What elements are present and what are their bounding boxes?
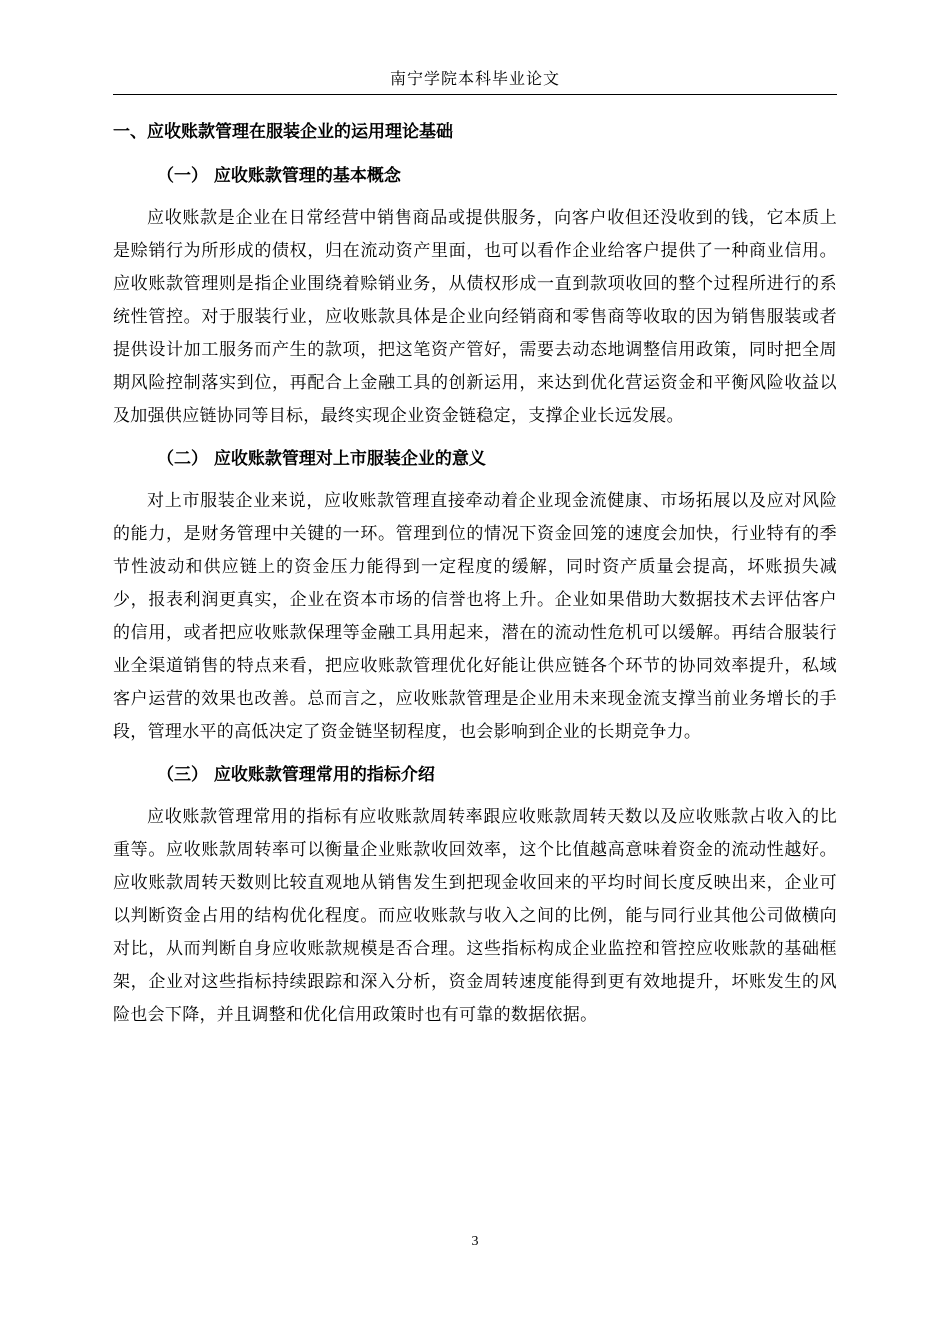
paragraph-1: 应收账款是企业在日常经营中销售商品或提供服务，向客户收但还没收到的钱，它本质上是赊销行为所形成的债权，归在流动资产里面，也可以看作企业给客户提供了一种商业信用。应收账款管理则是指企业围绕着赊销业务，从债权形成一直到款项收回的整个过程所进行的系统性管控。对于服装行业，应收账款具体是企业向经销商和零售商等收取的因为销售服装或者提供设计加工服务而产生的款项，把这笔资产管好，需要去动态地调整信用政策，同时把全周期风险控制落实到位，再配合上金融工具的创新运用，来达到优化营运资金和平衡风险收益以及加强供应链协同等目标，最终实现企业资金链稳定，支撑企业长远发展。 [113, 208, 837, 426]
paragraph-2: 对上市服装企业来说，应收账款管理直接牵动着企业现金流健康、市场拓展以及应对风险的能力，是财务管理中关键的一环。管理到位的情况下资金回笼的速度会加快，行业特有的季节性波动和供应链上的资金压力能得到一定程度的缓解，同时资产质量会提高，坏账损失减少，报表利润更真实，企业在资本市场的信誉也将上升。企业如果借助大数据技术去评估客户的信用，或者把应收账款保理等金融工具用起来，潜在的流动性危机可以缓解。再结合服装行业全渠道销售的特点来看，把应收账款管理优化好能让供应链各个环节的协同效率提升，私域客户运营的效果也改善。总而言之，应收账款管理是企业用未来现金流支撑当前业务增长的手段，管理水平的高低决定了资金链坚韧程度，也会影响到企业的长期竞争力。 [113, 491, 837, 742]
paragraph-3: 应收账款管理常用的指标有应收账款周转率跟应收账款周转天数以及应收账款占收入的比重等。应收账款周转率可以衡量企业账款收回效率，这个比值越高意味着资金的流动性越好。应收账款周转天数则比较直观地从销售发生到把现金收回来的平均时间长度反映出来，企业可以判断资金占用的结构优化程度。而应收账款与收入之间的比例，能与同行业其他公司做横向对比，从而判断自身应收账款规模是否合理。这些指标构成企业监控和管控应收账款的基础框架，企业对这些指标持续跟踪和深入分析，资金周转速度能得到更有效地提升，坏账发生的风险也会下降，并且调整和优化信用政策时也有可靠的数据依据。 [113, 807, 837, 1025]
subsection-heading-3: （三） 应收账款管理常用的指标介绍 [157, 765, 435, 785]
subsection-heading-2: （二） 应收账款管理对上市服装企业的意义 [157, 449, 486, 469]
document-body [113, 114, 837, 1040]
page-number: 3 [471, 1234, 479, 1249]
subsection-heading-1: （一） 应收账款管理的基本概念 [157, 166, 401, 186]
running-header: 南宁学院本科毕业论文 [389, 69, 560, 88]
section-heading: 一、应收账款管理在服装企业的运用理论基础 [113, 122, 453, 142]
header-rule [113, 94, 837, 95]
